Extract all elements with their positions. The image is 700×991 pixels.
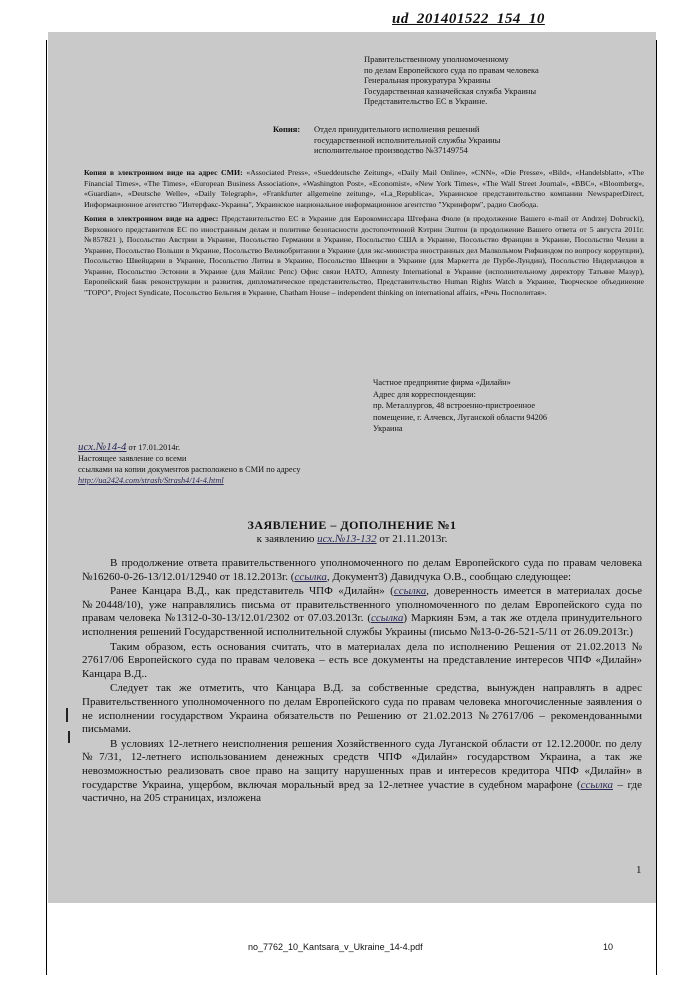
copy-line: Отдел принудительного исполнения решений [314,124,480,134]
reference-url-link[interactable]: http://ua2424.com/strash/Strash4/14-4.html [78,476,224,485]
media-copy-text: «Associated Press», «Sueddeutsche Zeitung», «Daily Mail Online», «CNN», «Die Presse», «Bild», «Handelsblatt», «The Financial Times», «The Times», «European Business Association», «Washington Post», «Economist», «New York Times», «The Wall Street Journal», «BBC», «Bloomberg», «Guardian», «Deutsche Welle», «Daily Telegraph», «Frankfurter allgemeine zeitung», «La_Republica», Украинское представительство компании NewspaperDirect, Информационное агентство "Интерфакс-Украина", Украинское национальное информационное агентство "Укринформ", радио Свобода. [84,168,644,209]
source-link[interactable]: ссылка [393,585,427,598]
sender-line: Украина [373,424,403,433]
copy-label: Копия: [273,124,301,134]
document-subtitle: к заявлению исх.№13-132 от 21.11.2013г. [256,533,448,545]
pen-mark [68,731,70,743]
electronic-copy-paragraph [84,214,644,298]
source-link[interactable]: ссылка [580,778,613,791]
statement-body [82,557,642,807]
copy-line: государственной исполнительной службы Украины [314,134,501,145]
sender-line: пр. Металлургов, 48 встроенно-пристроенное [373,401,536,410]
distribution-list [84,168,644,298]
body-paragraph: Таким образом, есть основания считать, что в материалах дела по исполнению Решения от 21.02.2013 № 27617/06 Европейского суда по правам человека – есть все документы на представление интересов ЧПФ «Дилайн» Канцара В.Д.. [82,640,642,680]
source-link[interactable]: ссылка [294,570,327,583]
reference-note: Настоящее заявление со всеми [78,454,187,463]
addressee-line: Правительственному уполномоченному [364,54,509,64]
electronic-copy-label: Копия в электронном виде на адрес: [84,214,219,223]
document-title: ЗАЯВЛЕНИЕ – ДОПОЛНЕНИЕ №1 [247,518,457,532]
addressee-line: Государственная казначейская служба Украины [364,85,537,96]
body-paragraph: Ранее Канцара В.Д., как представитель ЧПФ «Дилайн» (ссылка, доверенность имеется в материалах досье №20448/10), уже направлялись письма от правительственного уполномоченного по делам Европейского суда по правам человека №1312-0-30-13/12.01/2302 от 07.03.2013г. (ссылка) Маркиян Бэм, а так же отдела принудительного исполнения решений Государственной исполнительной службы Украины (письмо №13-0-26-521-5/11 от 26.09.2013г.) [82,585,642,638]
copy-block [314,124,500,156]
body-paragraph: В условиях 12-летнего неисполнения решения Хозяйственного суда Луганской области от 12.12.2000г. по делу №7/31, 12-летнего использованием денежных средств ЧПФ «Дилайн» государством Украина, а так же невозможностью реализовать свое право на защиту нарушенных прав и интересов кредитора ЧПФ «Дилайн» в государстве Украина, ущербом, включая моральный вред за 12-летнее участие в судебном марафоне (ссылка – где частично, на 205 страницах, изложена [82,737,642,805]
footer-page-number: 10 [603,942,614,952]
media-copy-paragraph [84,168,644,210]
addressee-block [364,54,539,107]
sender-line: Частное предприятие фирма «Дилайн» [373,378,511,387]
media-copy-label: Копия в электронном виде на адрес СМИ: [84,168,243,177]
body-paragraph: Следует так же отметить, что Канцара В.Д. за собственные средства, вынужден направлять в адрес Правительственного уполномоченного по делам Европейского суда по правам человека многочисленные заявления о не исполнении государством Украина обязательств по Решению от 21.02.2013 №27617/06 – рекомендованными письмами. [82,682,642,736]
source-link[interactable]: ссылка [371,612,404,625]
scan-page-number: 1 [636,864,642,876]
previous-statement-link[interactable]: исх.№13-132 [317,533,377,545]
footer-filename: no_7762_10_Kantsara_v_Ukraine_14-4.pdf [248,942,423,952]
sender-line: помещение, г. Алчевск, Луганской области 94206 [373,412,548,422]
addressee-line: Представительство ЕС в Украине. [364,96,488,106]
pen-mark [66,708,68,722]
left-margin-line [46,40,47,975]
sender-block [373,377,547,435]
reference-block [78,442,300,486]
scanned-page [48,32,656,903]
right-margin-line [656,40,657,975]
electronic-copy-text: Представительство ЕС в Украине для Еврокомиссара Штефана Фюле (в продолжение Вашего e-mail от Andrzej Dobrucki), Верховного представителя ЕС по иностранным делам и политике безопасности достопочтенной Кэтрин Эштон (в продолжение Вашего ответа от 5 августа 2011г. №857821 ), Посольство Австрии в Украине, Посольство Германии в Украине, Посольство США в Украине, Посольство Франции в Украине, Посольство Чехии в Украине, Посольство Польши в Украине, Посольство Великобритании в Украине (для экс-министра иностранных дел Малкольмом Рифкиндом по вопросу коррупции), Посольство Швейцарии в Украине, Посольство Литвы в Украине, Посольство Швеции в Украине (для Маркетта де Пурбе-Лундин), Посольство Нидерландов в Украине, Посольство Эстонии в Украине (для Майлис Репс) Офис связи НАТО, Amnesty International в Украине (исполнительному директору Татьяне Мазур), Европейский банк реконструкции и развития, дипломатическое представительство, Представительство Human Rights Watch в Украине, Творческое объединение "ТОРО", Project Syndicate, Посольство Бельгия в Украине, Chatham House – independent thinking on international affairs, «Речь Посполитая». [84,214,644,297]
addressee-line: по делам Европейского суда по правам человека [364,64,539,75]
reference-number: исх.№14-4 [78,441,127,453]
copy-line: исполнительное производство №37149754 [314,145,468,155]
addressee-line: Генеральная прокуратура Украины [364,75,491,85]
reference-date: от 17.01.2014г. [128,443,181,452]
sender-line: Адрес для корреспонденции: [373,389,476,399]
reference-note: ссылками на копии документов расположено в СМИ по адресу [78,465,301,474]
document-id: ud_201401522_154_10 [392,11,545,27]
body-paragraph: В продолжение ответа правительственного уполномоченного по делам Европейского суда по правам человека №16260-0-26-13/12.01/12940 от 18.12.2013г. (ссылка, Документ3) Давидчука О.В., сообщаю следующее: [82,557,642,583]
